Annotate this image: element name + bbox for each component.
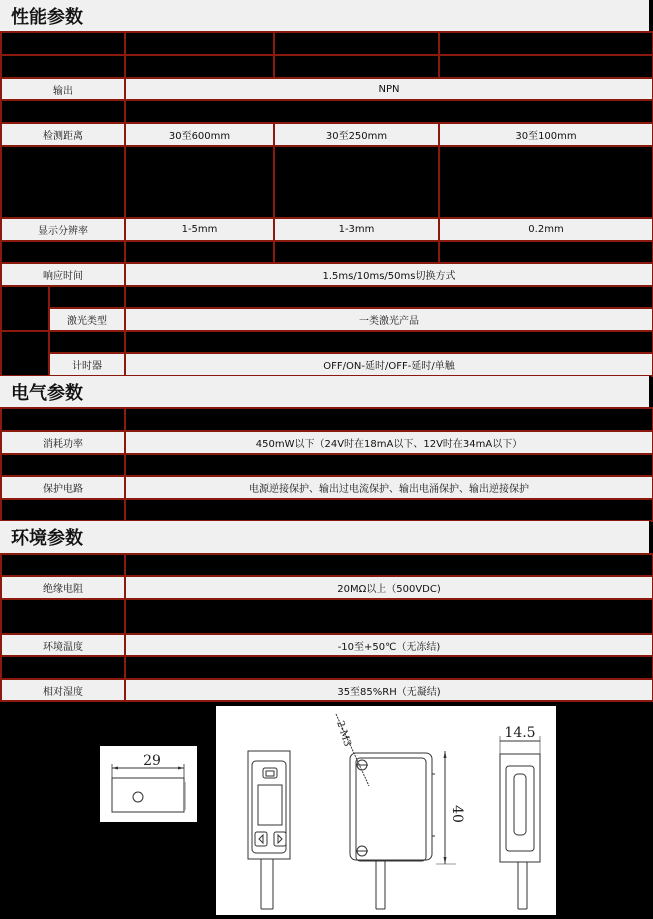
row-label: 显示分辨率 — [1, 218, 125, 241]
section-title: 电气参数 — [11, 383, 83, 404]
electrical-table — [0, 407, 653, 522]
front-side-drawing — [216, 706, 556, 915]
row-value: OFF/ON-延时/OFF-延时/单触 — [125, 353, 653, 376]
table-row-humidity — [1, 679, 653, 701]
row-value: 1-3mm — [274, 218, 439, 241]
row-label: 响应时间 — [1, 263, 125, 286]
table-row-protection — [1, 476, 653, 499]
section-header-performance — [0, 0, 651, 31]
sensor-front-view — [248, 751, 290, 909]
top-view-drawing — [100, 746, 197, 822]
row-value: 30至250mm — [274, 123, 439, 146]
row-value: 1.5ms/10ms/50ms切换方式 — [125, 263, 653, 286]
row-label: 消耗功率 — [1, 431, 125, 454]
height-dimension: 40 — [449, 805, 465, 823]
row-value: 30至100mm — [439, 123, 653, 146]
row-label: 绝缘电阻 — [1, 576, 125, 599]
table-row-insulation — [1, 576, 653, 599]
table-row-laser — [1, 308, 653, 331]
table-row-power — [1, 431, 653, 454]
side-width-dimension: 14.5 — [504, 725, 536, 741]
row-label: 激光类型 — [49, 308, 125, 331]
sensor-end-view — [500, 736, 540, 909]
section-title: 性能参数 — [11, 7, 83, 28]
table-row-timer — [1, 353, 653, 376]
sensor-side-view — [336, 714, 456, 909]
row-value: 一类激光产品 — [125, 308, 653, 331]
row-value: -10至+50℃（无冻结) — [125, 634, 653, 656]
section-header-environment — [0, 521, 651, 553]
row-value: NPN — [125, 78, 653, 100]
row-value: 0.2mm — [439, 218, 653, 241]
row-label: 环境温度 — [1, 634, 125, 656]
row-label: 输出 — [1, 78, 125, 100]
row-value: 1-5mm — [125, 218, 274, 241]
table-row-response — [1, 263, 653, 286]
performance-table — [0, 31, 653, 377]
table-row-distance — [1, 123, 653, 146]
row-value: 电源逆接保护、输出过电流保护、输出电涌保护、输出逆接保护 — [125, 476, 653, 499]
row-value: 30至600mm — [125, 123, 274, 146]
table-row-temperature — [1, 634, 653, 656]
width-dimension: 29 — [143, 753, 161, 769]
table-row-resolution — [1, 218, 653, 241]
table-row-output — [1, 78, 653, 100]
row-label: 检测距离 — [1, 123, 125, 146]
row-label: 保护电路 — [1, 476, 125, 499]
thread-label: 2-M3 — [334, 719, 353, 748]
row-value: 35至85%RH（无凝结) — [125, 679, 653, 701]
section-title: 环境参数 — [11, 528, 83, 549]
row-value: 450mW以下（24V时在18mA以下、12V时在34mA以下） — [125, 431, 653, 454]
row-label: 计时器 — [49, 353, 125, 376]
environment-table — [0, 553, 653, 702]
row-label: 相对湿度 — [1, 679, 125, 701]
section-header-electrical — [0, 376, 651, 407]
row-value: 20MΩ以上（500VDC) — [125, 576, 653, 599]
